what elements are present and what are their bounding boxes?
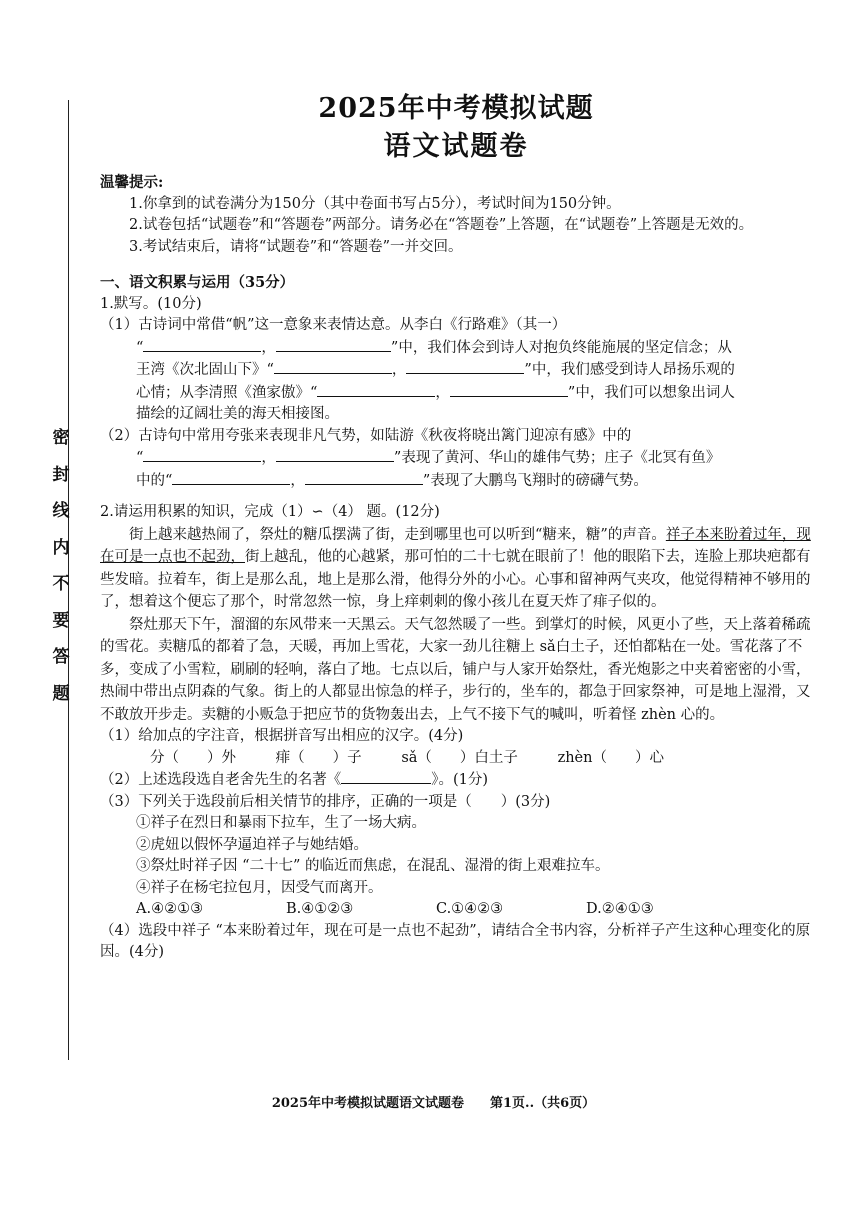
tip-item: 2.试卷包括“试题卷”和“答题卷”两部分。请务必在“答题卷”上答题，在“试题卷”上答题是无效的。 bbox=[129, 217, 754, 233]
answer-blank[interactable] bbox=[317, 382, 435, 397]
answer-blank[interactable] bbox=[276, 447, 394, 462]
answer-blank[interactable] bbox=[276, 337, 391, 352]
tip-item: 1.你拿到的试卷满分为150分（其中卷面书写占5分），考试时间为150分钟。 bbox=[129, 195, 621, 212]
q1-1-intro: （1）古诗词中常借“帆”这一意象来表情达意。从李白《行路难》（其一） bbox=[100, 317, 567, 333]
answer-blank[interactable] bbox=[143, 337, 261, 352]
event-item: ②虎妞以假怀孕逼迫祥子与她结婚。 bbox=[136, 836, 368, 853]
answer-blank[interactable] bbox=[305, 470, 423, 485]
question-1-1 bbox=[100, 315, 812, 426]
passage-paragraph-1: 街上越来越热闹了，祭灶的糖瓜摆满了街，走到哪里也可以听到“糖来，糖”的声音。祥子本来盼着过年，现在可是一点也不起劲，街上越乱，他的心越紧，那可怕的二十七就在眼前了！他的眼陷下去，连脸上那块疤都有些发暗。拉着车，街上是那么乱，地上是那么滑，他得分外的小心。心事和留神两气夹攻，他觉得精神不够用的了，想着这个便忘了那个，时常忽然一惊，身上痒刺刺的像小孩儿在夏天炸了痱子似的。 bbox=[100, 526, 811, 610]
exam-title: 2025年中考模拟试题 bbox=[318, 93, 594, 124]
q1-2-line1: “ ， ”表现了黄河、华山的雄伟气势；庄子《北冥有鱼》 bbox=[100, 447, 812, 470]
question-1-2 bbox=[100, 426, 812, 493]
pinyin-row: 分（ ）外 痱（ ）子 sǎ（ ）白土子 zhèn（ ）心 bbox=[150, 749, 664, 766]
q1-1-line2: 王湾《次北固山下》“ ， ”中，我们感受到诗人昂扬乐观的 bbox=[100, 359, 812, 382]
answer-blank[interactable] bbox=[172, 470, 290, 485]
tips-block bbox=[100, 172, 812, 258]
q1-1-line1: “ ， ”中，我们体会到诗人对抱负终能施展的坚定信念；从 bbox=[100, 337, 812, 360]
question-2-title: 2.请运用积累的知识，完成（1）∽（4） 题。(12分) bbox=[100, 504, 440, 520]
event-item: ③祭灶时祥子因 “二十七” 的临近而焦虑，在混乱、湿滑的街上艰难拉车。 bbox=[136, 858, 610, 874]
option-d[interactable]: D.②④①③ bbox=[586, 901, 654, 917]
q1-2-intro: （2）古诗句中常用夸张来表现非凡气势，如陆游《秋夜将晓出篱门迎凉有感》中的 bbox=[100, 427, 632, 444]
subquestion-2: （2）上述选段选自老舍先生的名著《 》。(1分) bbox=[100, 769, 812, 792]
q1-1-line4: 描绘的辽阔壮美的海天相接图。 bbox=[136, 406, 339, 422]
q1-1-line3: 心情；从李清照《渔家傲》“ ， ”中，我们可以想象出词人 bbox=[100, 382, 812, 405]
question-1-title: 1.默写。(10分) bbox=[100, 295, 202, 312]
subquestion-1: （1）给加点的字注音，根据拼音写出相应的汉字。(4分) bbox=[100, 728, 464, 744]
tips-label: 温馨提示: bbox=[100, 174, 164, 191]
exam-page bbox=[100, 90, 812, 964]
option-c[interactable]: C.①④②③ bbox=[436, 901, 504, 917]
answer-blank[interactable] bbox=[450, 382, 568, 397]
q1-2-line2: 中的“ ， ”表现了大鹏鸟飞翔时的磅礴气势。 bbox=[100, 470, 812, 493]
subquestion-3: （3）下列关于选段前后相关情节的排序，正确的一项是（ ）(3分) bbox=[100, 793, 551, 810]
answer-blank[interactable] bbox=[143, 447, 261, 462]
event-item: ①祥子在烈日和暴雨下拉车，生了一场大病。 bbox=[136, 815, 426, 831]
option-b[interactable]: B.④①②③ bbox=[286, 901, 354, 917]
page-footer: 2025年中考模拟试题语文试题卷 第1页..（共6页） bbox=[271, 1096, 596, 1111]
tip-item: 3.考试结束后，请将“试题卷”和“答题卷”一并交回。 bbox=[129, 238, 463, 255]
passage-paragraph-2: 祭灶那天下午，溜溜的东风带来一天黑云。天气忽然暖了一些。到掌灯的时候，风更小了些，天上落着稀疏的雪花。卖糖瓜的都着了急，天暖，再加上雪花，大家一劲儿往糖上 sǎ白土子，还怕都粘在一处。雪花落了不多，变成了小雪粒，刷刷的轻响，落白了地。七点以后，铺户与人家开始祭灶，香光炮影之中夹着密密的小雪，热闹中带出点阴森的气象。街上的人都显出惊急的样子，步行的，坐车的，都急于回家祭神，可是地上湿滑，又不敢放开步走。卖糖的小贩急于把应节的货物轰出去，上气不接下气的喊叫，听着怪 zhèn 心的。 bbox=[100, 616, 811, 723]
answer-blank[interactable] bbox=[406, 359, 524, 374]
option-a[interactable]: A.④②①③ bbox=[136, 901, 204, 917]
subquestion-4: （4）选段中祥子 “本来盼着过年，现在可是一点也不起劲”，请结合全书内容，分析祥子产生这种心理变化的原因。(4分) bbox=[100, 922, 811, 960]
answer-blank[interactable] bbox=[341, 769, 431, 784]
exam-subtitle: 语文试题卷 bbox=[383, 131, 529, 162]
underlined-sentence: 祥子本来盼着过年，现在可是一点也不起劲， bbox=[100, 526, 811, 565]
choice-options bbox=[100, 899, 812, 921]
event-item: ④祥子在杨宅拉包月，因受气而离开。 bbox=[136, 879, 383, 896]
section-heading: 一、语文积累与运用（35分） bbox=[100, 274, 295, 291]
binding-warning: 密 封 线 内 不 要 答 题 bbox=[52, 428, 70, 704]
answer-blank[interactable] bbox=[274, 359, 392, 374]
